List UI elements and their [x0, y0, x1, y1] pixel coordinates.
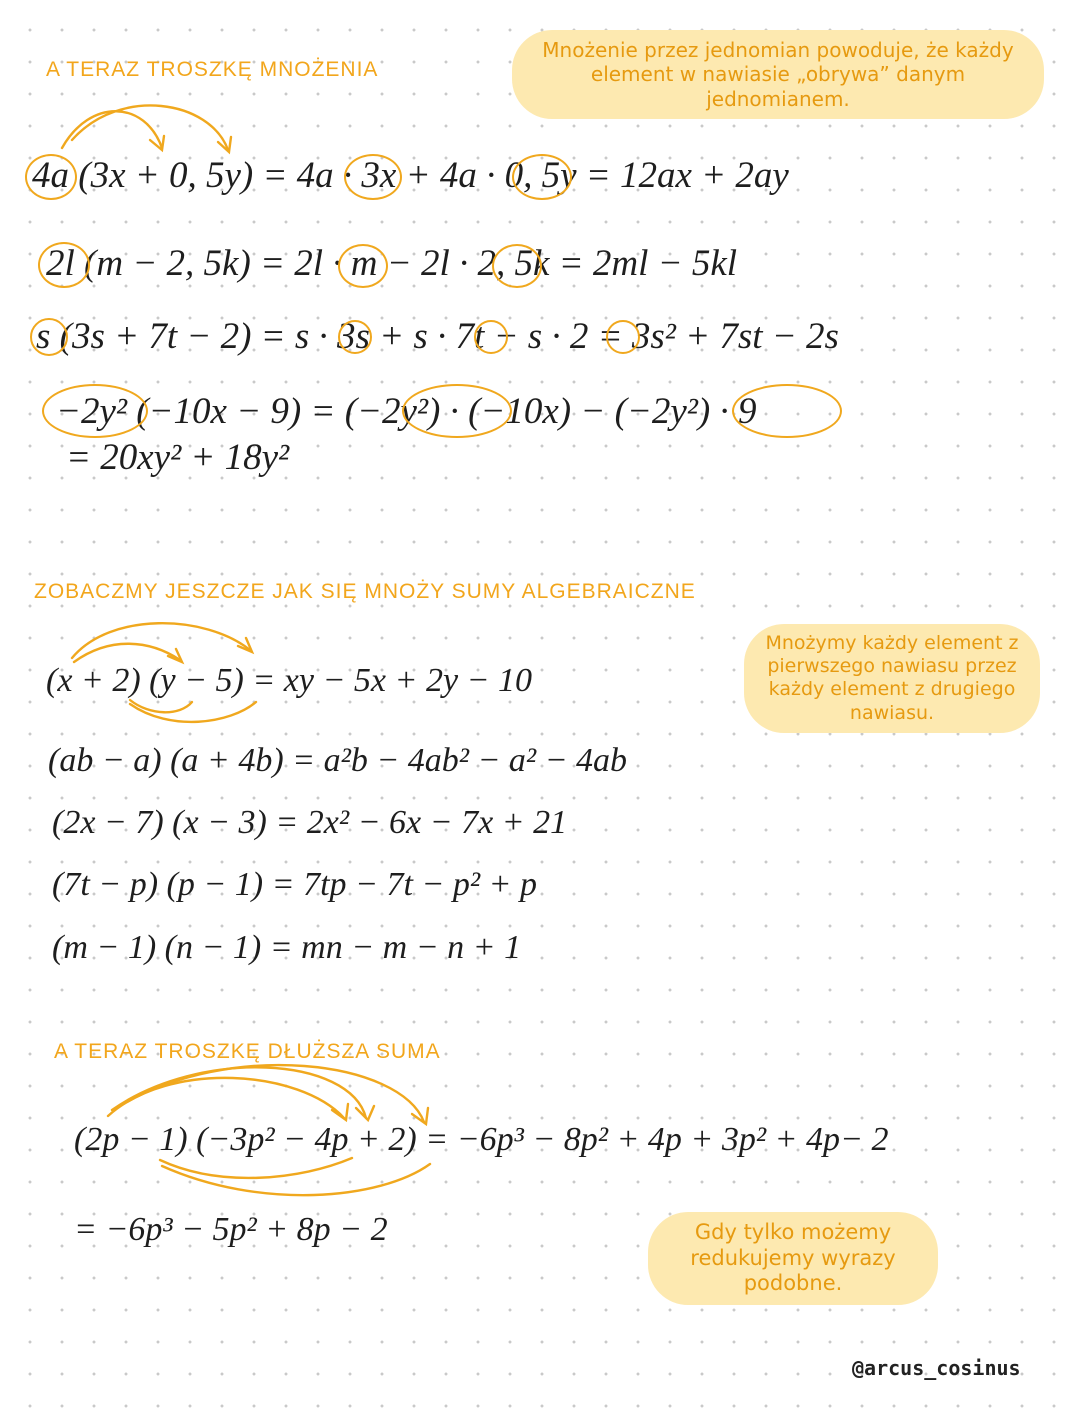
arrow-sum-d	[130, 702, 256, 722]
equation-long-2: = −6p³ − 5p² + 8p − 2	[74, 1211, 388, 1248]
equation-monomial-1: 4a (3x + 0, 5y) = 4a · 3x + 4a · 0, 5y = 12ax + 2ay	[32, 155, 789, 196]
note-like-terms: Gdy tylko możemy redukujemy wyrazy podobne.	[648, 1212, 938, 1305]
arrow-long-a-head	[332, 1104, 348, 1120]
note-sums: Mnożymy każdy element z pierwszego nawiasu przez każdy element z drugiego nawiasu.	[744, 624, 1040, 733]
equation-sum-4: (7t − p) (p − 1) = 7tp − 7t − p² + p	[52, 866, 537, 903]
note-monomial: Mnożenie przez jednomian powoduje, że każdy element w nawiasie „obrywa” danym jednomianem.	[512, 30, 1044, 119]
equation-sum-5: (m − 1) (n − 1) = mn − m − n + 1	[52, 929, 522, 966]
arrow-sum-b	[74, 644, 180, 662]
arrow-long-c	[120, 1065, 424, 1122]
equation-monomial-4: −2y² (−10x − 9) = (−2y²) · (−10x) − (−2y²) · 9	[56, 391, 757, 432]
equation-sum-3: (2x − 7) (x − 3) = 2x² − 6x − 7x + 21	[52, 804, 568, 841]
arrow-long-a	[108, 1078, 344, 1118]
signature: @arcus_cosinus	[852, 1356, 1021, 1380]
heading-algebraic-sums: ZOBACZMY JESZCZE JAK SIĘ MNOŻY SUMY ALGEBRAICZNE	[34, 580, 696, 603]
heading-longer-sum: A TERAZ TROSZKĘ DŁUŻSZA SUMA	[54, 1040, 441, 1063]
arrow-sum-a	[72, 623, 250, 658]
equation-monomial-2: 2l (m − 2, 5k) = 2l · m − 2l · 2, 5k = 2ml − 5kl	[46, 243, 738, 284]
equation-long-1: (2p − 1) (−3p² − 4p + 2) = −6p³ − 8p² + 4p + 3p² + 4p− 2	[74, 1121, 889, 1158]
equation-sum-2: (ab − a) (a + 4b) = a²b − 4ab² − a² − 4ab	[48, 742, 628, 779]
heading-multiplication: A TERAZ TROSZKĘ MNOŻENIA	[46, 58, 379, 81]
equation-sum-1: (x + 2) (y − 5) = xy − 5x + 2y − 10	[46, 662, 532, 699]
arrow-long-d	[160, 1158, 352, 1178]
equation-monomial-3: s (3s + 7t − 2) = s · 3s + s · 7t − s · 2 = 3s² + 7st − 2s	[36, 316, 839, 357]
arrow-long-e	[162, 1164, 430, 1195]
equation-monomial-4-result: = 20xy² + 18y²	[66, 437, 290, 478]
arrow-long-b	[112, 1067, 366, 1118]
arrow-1	[62, 111, 162, 148]
